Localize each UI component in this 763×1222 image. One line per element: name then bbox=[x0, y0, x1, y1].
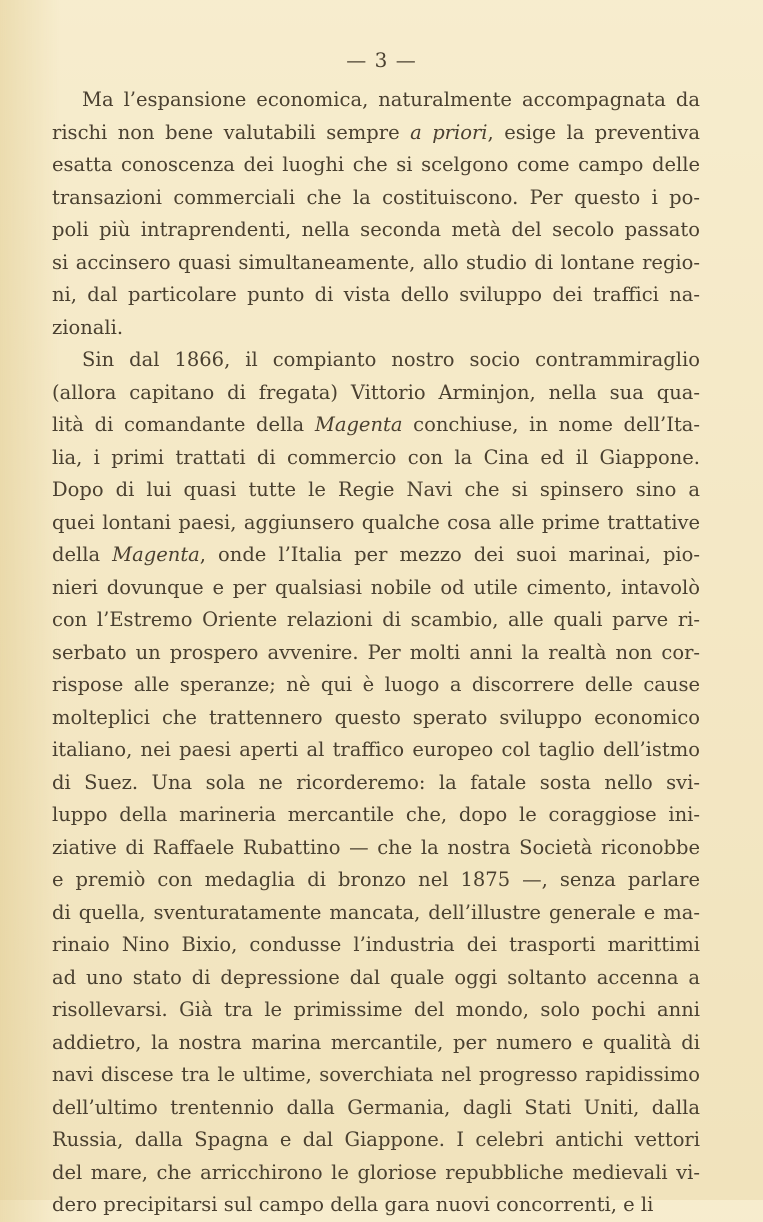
text-line: Russia, dalla Spagna e dal Giappone. I celebri antichi vettori bbox=[52, 1128, 700, 1151]
text-line: rispose alle speranze; nè qui è luogo a discorrere delle cause bbox=[52, 673, 700, 696]
text-line: con l’Estremo Oriente relazioni di scambio, alle quali parve ri- bbox=[52, 608, 700, 631]
text-line: nieri dovunque e per qualsiasi nobile od utile cimento, intavolò bbox=[52, 575, 700, 599]
text-line: molteplici che trattennero questo sperato sviluppo economico bbox=[52, 705, 700, 729]
text-line: italiano, nei paesi aperti al traffico europeo col taglio dell’istmo bbox=[52, 738, 700, 761]
text-line: risollevarsi. Già tra le primissime del mondo, solo pochi anni bbox=[52, 998, 700, 1021]
text-line: ziative di Raffaele Rubattino — che la nostra Società riconobbe bbox=[52, 835, 700, 859]
text-line: serbato un prospero avvenire. Per molti anni la realtà non cor- bbox=[52, 640, 700, 664]
text-line: poli più intraprendenti, nella seconda metà del secolo passato bbox=[52, 218, 700, 241]
text-line: quei lontani paesi, aggiunsero qualche cosa alle prime trattative bbox=[52, 510, 700, 534]
text-line: esatta conoscenza dei luoghi che si scelgono come campo delle bbox=[52, 153, 700, 176]
text-line: dell’ultimo trentennio dalla Germania, dagli Stati Uniti, dalla bbox=[52, 1095, 700, 1119]
text-line: lità di comandante della Magenta conchiuse, in nome dell’Ita- bbox=[52, 413, 701, 436]
text-line: (allora capitano di fregata) Vittorio Arminjon, nella sua qua- bbox=[52, 380, 700, 404]
text-line: lia, i primi trattati di commercio con la Cina ed il Giappone. bbox=[52, 445, 700, 469]
page-number: — 3 — bbox=[346, 48, 417, 72]
text-line: Sin dal 1866, il compianto nostro socio contrammiraglio bbox=[82, 348, 700, 371]
text-line: ni, dal particolare punto di vista dello sviluppo dei traffici na- bbox=[52, 283, 700, 306]
text-line: dero precipitarsi sul campo della gara nuovi concorrenti, e li bbox=[52, 1193, 654, 1216]
body-text bbox=[52, 84, 700, 1222]
text-line: e premiò con medaglia di bronzo nel 1875 —, senza parlare bbox=[52, 868, 700, 891]
text-line: del mare, che arricchirono le gloriose repubbliche medievali vi- bbox=[52, 1160, 700, 1184]
text-line: rischi non bene valutabili sempre a priori, esige la preventiva bbox=[52, 120, 700, 144]
text-line: si accinsero quasi simultaneamente, allo studio di lontane regio- bbox=[52, 250, 700, 274]
text-line: zionali. bbox=[52, 315, 124, 339]
text-line: di Suez. Una sola ne ricorderemo: la fatale sosta nello svi- bbox=[52, 770, 700, 794]
text-line: Dopo di lui quasi tutte le Regie Navi che si spinsero sino a bbox=[52, 478, 700, 501]
paragraph-2 bbox=[52, 344, 700, 1222]
text-line: Ma l’espansione economica, naturalmente accompagnata da bbox=[82, 88, 700, 111]
text-line: navi discese tra le ultime, soverchiata nel progresso rapidissimo bbox=[52, 1063, 700, 1086]
text-line: rinaio Nino Bixio, condusse l’industria dei trasporti marittimi bbox=[52, 933, 700, 956]
text-line: di quella, sventuratamente mancata, dell’illustre generale e ma- bbox=[52, 900, 700, 924]
text-line: transazioni commerciali che la costituiscono. Per questo i po- bbox=[52, 185, 700, 209]
text-line: ad uno stato di depressione dal quale oggi soltanto accenna a bbox=[52, 965, 700, 989]
paragraph-1 bbox=[52, 84, 700, 344]
text-line: della Magenta, onde l’Italia per mezzo dei suoi marinai, pio- bbox=[52, 543, 700, 566]
text-line: addietro, la nostra marina mercantile, per numero e qualità di bbox=[52, 1030, 700, 1054]
text-line: luppo della marineria mercantile che, dopo le coraggiose ini- bbox=[52, 803, 700, 826]
